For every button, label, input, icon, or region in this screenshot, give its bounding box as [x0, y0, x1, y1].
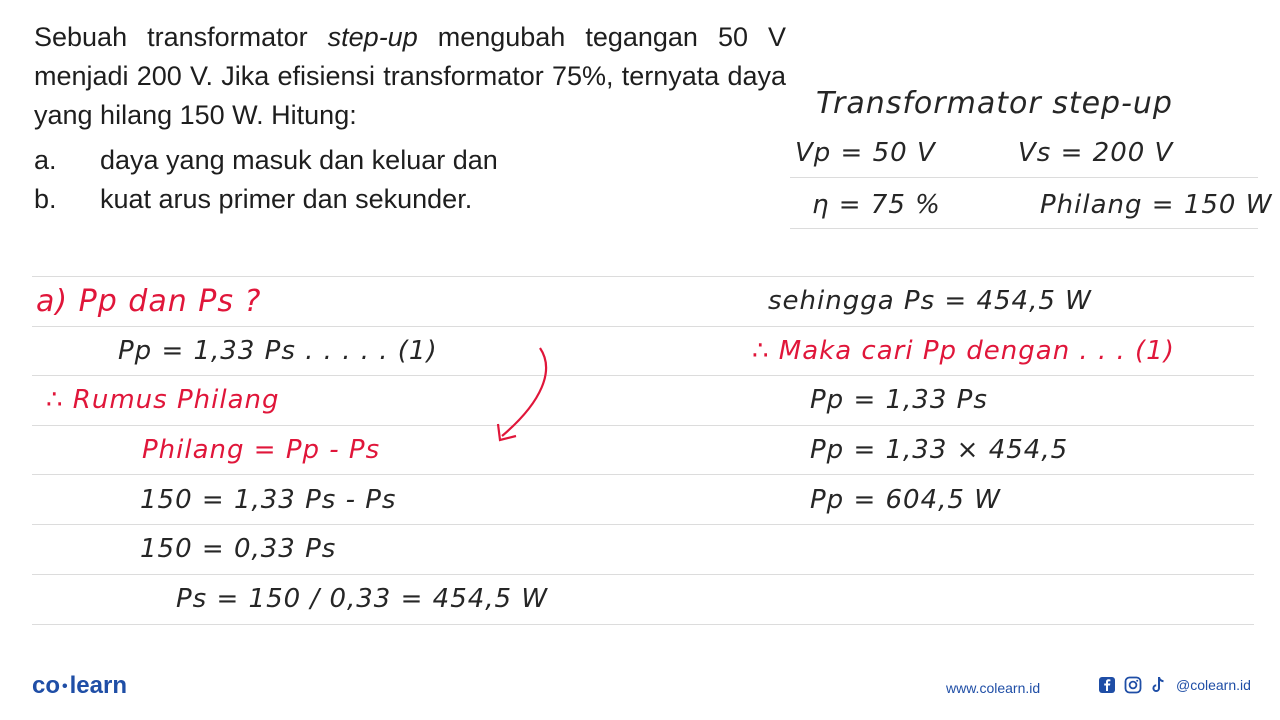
given-title: Transformator step-up	[816, 86, 1173, 121]
logo-part: learn	[69, 672, 127, 699]
work-step-5: 150 = 1,33 Ps - Ps	[140, 485, 397, 515]
logo-part: co	[32, 672, 61, 699]
worksheet-line	[32, 474, 1254, 475]
work-step-4: Philang = Pp - Ps	[142, 435, 381, 465]
question-letter: a.	[34, 145, 57, 175]
worksheet-line	[32, 375, 1254, 376]
work-step-11: Pp = 1,33 × 454,5	[810, 435, 1069, 465]
question-item-b	[34, 180, 786, 219]
given-philang: Philang = 150 W	[1040, 190, 1273, 220]
logo-dot-icon: •	[62, 677, 68, 695]
question-list	[34, 141, 786, 219]
worksheet-line	[32, 276, 1254, 277]
worksheet-line	[32, 574, 1254, 575]
instagram-icon[interactable]	[1124, 676, 1142, 694]
work-step-8: sehingga Ps = 454,5 W	[768, 286, 1092, 316]
problem-statement	[34, 18, 786, 219]
worksheet-line	[32, 524, 1254, 525]
work-step-7: Ps = 150 / 0,33 = 454,5 W	[176, 584, 549, 614]
worksheet-line	[32, 624, 1254, 625]
work-step-3: ∴ Rumus Philang	[46, 385, 280, 415]
footer	[0, 668, 1280, 708]
question-item-a	[34, 141, 786, 180]
given-vs: Vs = 200 V	[1018, 138, 1174, 168]
work-step-12: Pp = 604,5 W	[810, 485, 1001, 515]
facebook-icon[interactable]	[1098, 676, 1116, 694]
question-text: kuat arus primer dan sekunder.	[100, 184, 473, 214]
given-eta: η = 75 %	[812, 190, 941, 220]
work-step-1: a) Pp dan Ps ?	[36, 284, 262, 319]
work-step-2: Pp = 1,33 Ps . . . . . (1)	[118, 336, 438, 366]
question-text: daya yang masuk dan keluar dan	[100, 145, 498, 175]
colearn-logo	[32, 672, 127, 700]
work-step-10: Pp = 1,33 Ps	[810, 385, 988, 415]
problem-text-part: Sebuah transformator	[34, 22, 328, 52]
red-arrow-icon	[480, 340, 560, 460]
given-vp: Vp = 50 V	[795, 138, 936, 168]
website-link[interactable]: www.colearn.id	[946, 680, 1041, 696]
work-step-6: 150 = 0,33 Ps	[140, 534, 337, 564]
work-step-9: ∴ Maka cari Pp dengan . . . (1)	[752, 336, 1175, 366]
given-divider	[790, 177, 1258, 178]
worksheet-line	[32, 425, 1254, 426]
social-handle: @colearn.id	[1176, 677, 1251, 693]
problem-text-part: mengubah tegangan 50 V menjadi 200 V. Jika efisiensi transformator 75%, ternyata daya yang hilang 150 W. Hitung:	[34, 22, 786, 130]
given-divider	[790, 228, 1258, 229]
problem-text-emphasis: step-up	[327, 22, 418, 52]
problem-text	[34, 18, 786, 135]
tiktok-icon[interactable]	[1150, 676, 1166, 694]
social-links	[1098, 676, 1251, 694]
worksheet-line	[32, 326, 1254, 327]
question-letter: b.	[34, 184, 57, 214]
